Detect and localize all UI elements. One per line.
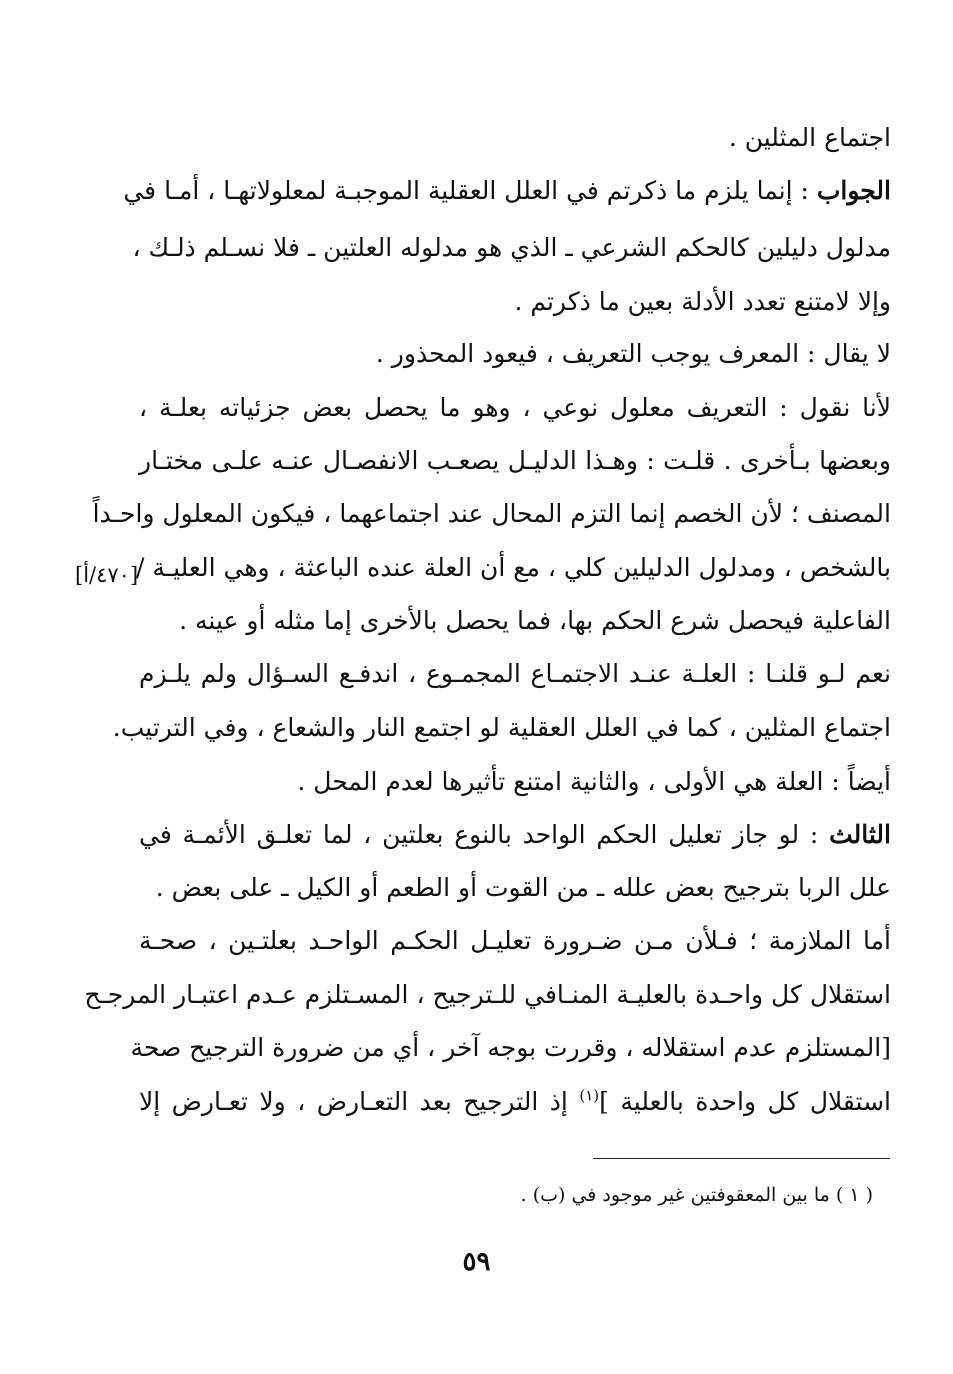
body-line-2 — [123, 171, 891, 211]
body-line-10 — [139, 601, 891, 641]
line-text: علل الربا بترجيح بعض علله ـ من القوت أو الطعم أو الكيل ـ على بعض . — [155, 873, 891, 902]
footnote-divider — [593, 1158, 890, 1159]
footnote-marker: (١) — [579, 1086, 600, 1105]
line-text: الفاعلية فيحصل شرع الحكم بها، فما يحصل بالأخرى إما مثله أو عينه . — [179, 606, 891, 635]
line-text: المصنف ؛ لأن الخصم إنما التزم المحال عند اجتماعهما ، فيكون المعلول واحـداً — [92, 499, 891, 528]
body-line-16 — [139, 921, 891, 961]
line-text: استقلال كل واحـدة بالعليـة المنـافي للـترجيح ، المسـتلزم عـدم اعتبـار المرجـح — [84, 980, 891, 1009]
body-line-4 — [139, 282, 891, 322]
line-text: اجتماع المثلين . — [728, 123, 891, 152]
line-text: نعم لـو قلنـا : العلـة عنـد الاجتمـاع المجمـوع ، اندفـع السـؤال ولم يلـزم — [139, 659, 891, 688]
body-line-11 — [139, 654, 891, 694]
line-text: أيضاً : العلة هي الأولى ، والثانية امتنع تأثيرها لعدم المحل . — [297, 767, 891, 796]
line-text: : لو جاز تعليل الحكم الواحد بالنوع بعلتين ، لما تعلـق الأئمـة في — [139, 820, 830, 849]
line-text: : إنما يلزم ما ذكرتم في العلل العقلية الموجبـة لمعلولاتهـا ، أمـا في — [123, 176, 817, 205]
body-line-8 — [92, 494, 891, 534]
body-line-5 — [139, 334, 891, 374]
line-text: وإلا لامتنع تعدد الأدلة بعين ما ذكرتم . — [514, 287, 891, 316]
body-line-3 — [132, 228, 891, 268]
line-text-tail: إذ الترجيح بعد التعـارض ، ولا تعـارض إلا — [139, 1087, 580, 1116]
section-heading-third: الثالث — [829, 820, 891, 849]
body-line-14 — [139, 815, 891, 855]
line-text: أما الملازمة ؛ فـلأن مـن ضـرورة تعليـل الحكـم الواحـد بعلتـين ، صحـة — [139, 926, 891, 955]
body-line-18 — [130, 1028, 891, 1068]
body-line-17 — [84, 975, 891, 1015]
body-line-13 — [139, 762, 891, 802]
line-text: استقلال كل واحدة بالعلية ] — [599, 1087, 891, 1116]
footnote: ( ١ ) ما بين المعقوفتين غير موجود في (ب) . — [520, 1184, 873, 1206]
line-text: [المستلزم عدم استقلاله ، وقررت بوجه آخر ، أي من ضرورة الترجيح صحة — [130, 1033, 891, 1062]
line-text: بالشخص ، ومدلول الدليلين كلي ، مع أن العلة عنده الباعثة ، وهي العليـة / — [136, 553, 891, 582]
body-line-7 — [139, 441, 891, 481]
body-line-1 — [139, 118, 891, 158]
section-heading-answer: الجواب — [816, 176, 891, 205]
manuscript-folio-reference: [٤٧٠/أ] — [75, 563, 139, 587]
body-line-12 — [112, 708, 891, 748]
body-line-19 — [139, 1082, 891, 1122]
body-line-15 — [139, 868, 891, 908]
body-line-9 — [136, 548, 891, 588]
line-text: مدلول دليلين كالحكم الشرعي ـ الذي هو مدلوله العلتين ـ فلا نسـلم ذلـك ، — [132, 233, 891, 262]
line-text: لأنا نقول : التعريف معلول نوعي ، وهو ما يحصل بعض جزئياته بعلـة ، — [139, 393, 891, 422]
line-text: لا يقال : المعرف يوجب التعريف ، فيعود المحذور . — [375, 339, 891, 368]
page-number: ٥٩ — [462, 1247, 491, 1277]
line-text: وبعضها بـأخرى . قلـت : وهـذا الدليـل يصعـب الانفصـال عنـه علـى مختـار — [139, 446, 891, 475]
line-text: اجتماع المثلين ، كما في العلل العقلية لو اجتمع النار والشعاع ، وفي الترتيب. — [112, 713, 891, 742]
body-line-6 — [139, 388, 891, 428]
